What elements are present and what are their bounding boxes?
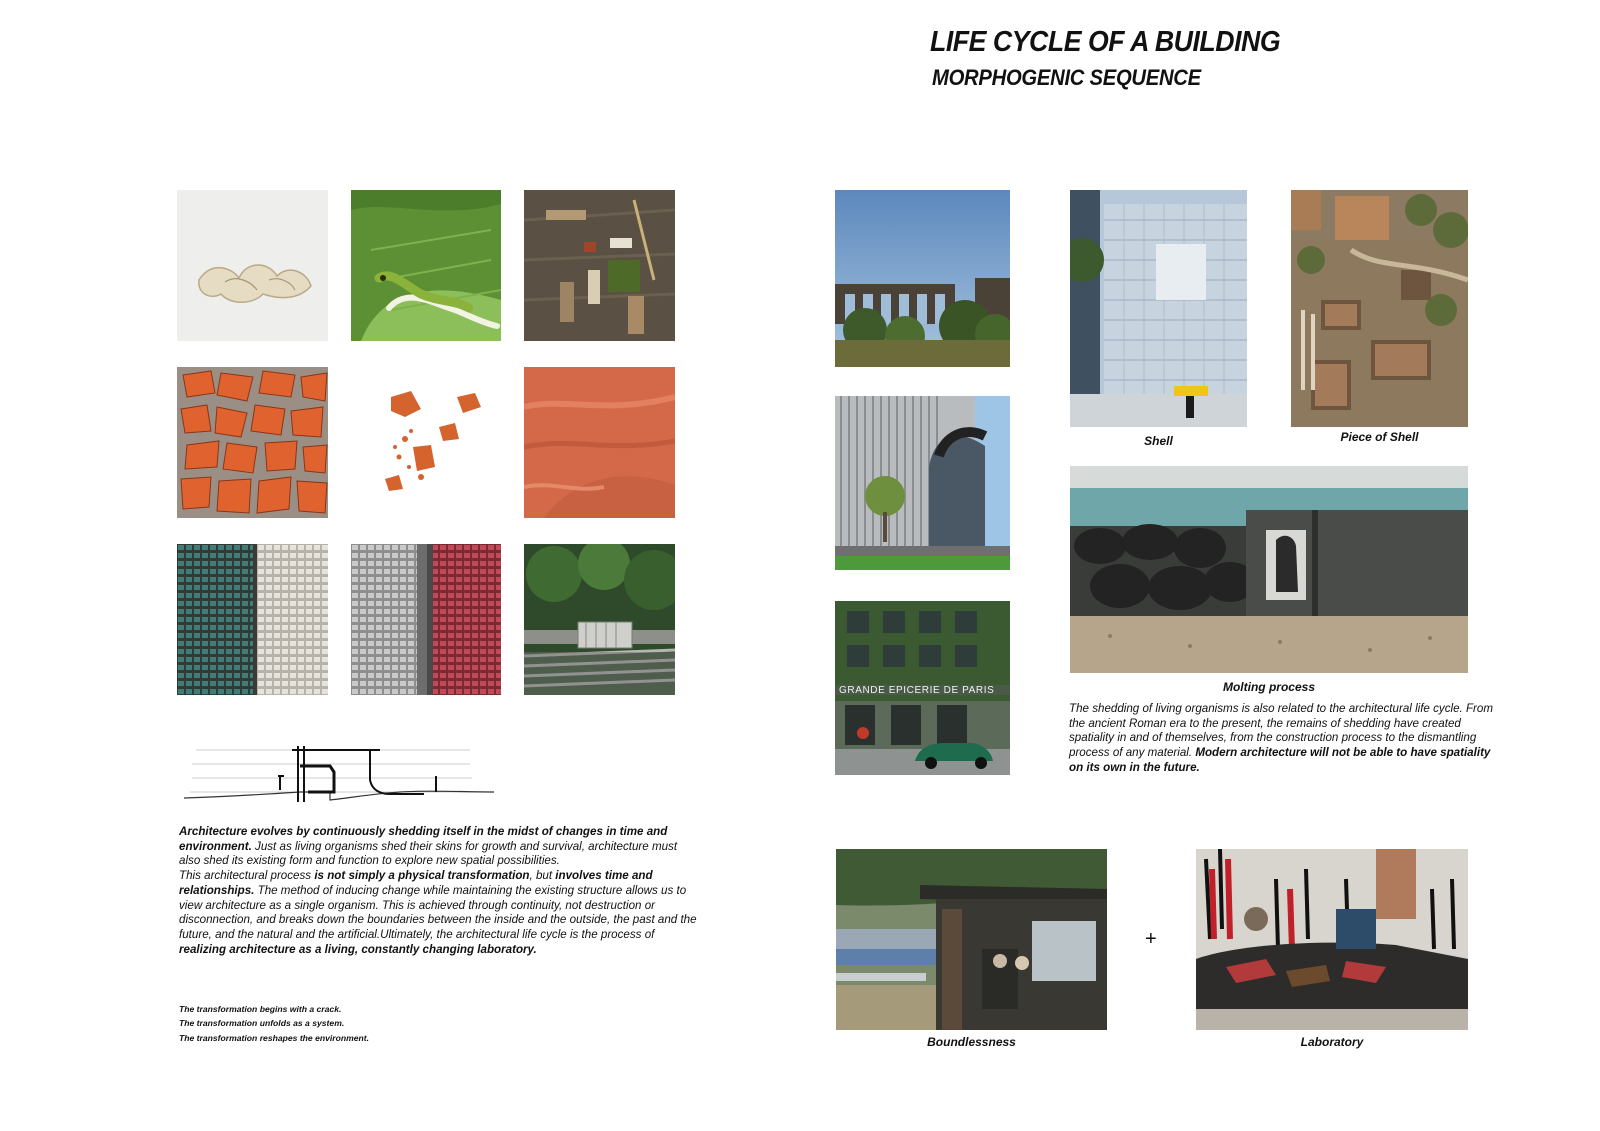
green-wall-facade-image (835, 601, 1010, 775)
transformation-line: The transformation begins with a crack. (179, 1004, 342, 1014)
facade-renovation-image (835, 396, 1010, 570)
main-paragraph-s4: is not simply a physical transformation (314, 869, 530, 883)
lizard-on-leaf-icon (351, 190, 501, 341)
broken-bricks-icon (177, 367, 328, 518)
red-sand-icon (524, 367, 675, 518)
rooftop-garden-image (524, 544, 675, 695)
caption-molting-process: Molting process (1222, 680, 1315, 694)
section-sketch-icon (180, 740, 498, 812)
rooftop-garden-icon (524, 544, 675, 695)
caption-shell: Shell (1144, 434, 1173, 448)
aqueduct-ruins-image (835, 190, 1010, 367)
grey-red-tiles-image (351, 544, 501, 695)
page-title: LIFE CYCLE OF A BUILDING (930, 26, 1281, 58)
main-paragraph-s3: This architectural process (179, 869, 315, 883)
aqueduct-ruins-icon (835, 190, 1010, 367)
red-sand-image (524, 367, 675, 518)
molting-paragraph-p2: Modern architecture will not be able to have spatiality on its own in the future. (1069, 746, 1491, 774)
bus-shelter-image (836, 849, 1107, 1030)
page-subtitle: MORPHOGENIC SEQUENCE (932, 65, 1201, 90)
brick-crumbs-image (351, 367, 501, 518)
brick-crumbs-icon (351, 367, 501, 518)
facade-renovation-icon (835, 396, 1010, 570)
roman-forum-icon (1291, 190, 1468, 427)
seaside-bunker-image (1070, 466, 1468, 673)
main-paragraph-s7: The method of inducing change while maintaining the existing structure allows us to view architecture as a single organism. This is achieved through continuity, not destruction or disconnection, and breaks down the boundaries between the inside and the outside, the past and the future, and the natural and the artificial.Ultimately, the architectural life cycle is the process of (179, 883, 697, 941)
broken-bricks-image (177, 367, 328, 518)
lizard-on-leaf-image (351, 190, 501, 341)
main-paragraph-s1: Architecture evolves by continuously shedding itself in the midst of changes in time and environment. (179, 825, 668, 853)
bark-fragments-icon (524, 190, 675, 341)
bus-shelter-icon (836, 849, 1107, 1030)
transformation-line: The transformation reshapes the environment. (179, 1032, 370, 1043)
storefront-sign: GRANDE EPICERIE DE PARIS (839, 685, 995, 696)
main-paragraph-s8: realizing architecture as a living, constantly changing laboratory. (179, 942, 537, 956)
shed-skin-icon (177, 190, 328, 341)
workshop-table-image (1196, 849, 1468, 1030)
caption-piece-of-shell: Piece of Shell (1340, 430, 1419, 444)
transformation-list (179, 1002, 479, 1045)
seaside-bunker-icon (1070, 466, 1468, 673)
molting-paragraph-p1: The shedding of living organisms is also related to the architectural life cycle. From the ancient Roman era to the present, the remains of shedding have created spatiality in and of themselves, from the construction process to the dismantling process of any material. (1069, 702, 1494, 760)
grey-red-tiles-icon (351, 544, 501, 695)
glass-cube-building-icon (1070, 190, 1247, 427)
main-paragraph (179, 825, 699, 957)
molting-paragraph (1069, 702, 1493, 776)
roman-forum-image (1291, 190, 1468, 427)
main-paragraph-s6: involves time and relationships. (179, 869, 653, 897)
plus-sign: + (1145, 928, 1157, 950)
transformation-line: The transformation unfolds as a system. (179, 1018, 345, 1029)
architectural-sketch (180, 740, 498, 812)
glass-cube-building-image (1070, 190, 1247, 427)
green-white-tiles-image (177, 544, 328, 695)
green-white-tiles-icon (177, 544, 328, 695)
workshop-table-icon (1196, 849, 1468, 1030)
main-paragraph-s5: , but (529, 869, 556, 883)
green-wall-facade-icon (835, 601, 1010, 775)
caption-laboratory: Laboratory (1300, 1035, 1364, 1049)
caption-boundlessness: Boundlessness (927, 1035, 1016, 1049)
shed-skin-image (177, 190, 328, 341)
bark-fragments-image (524, 190, 675, 341)
main-paragraph-s2: Just as living organisms shed their skins for growth and survival, architecture must also shed its existing form and function to explore new spatial possibilities. (179, 839, 678, 868)
